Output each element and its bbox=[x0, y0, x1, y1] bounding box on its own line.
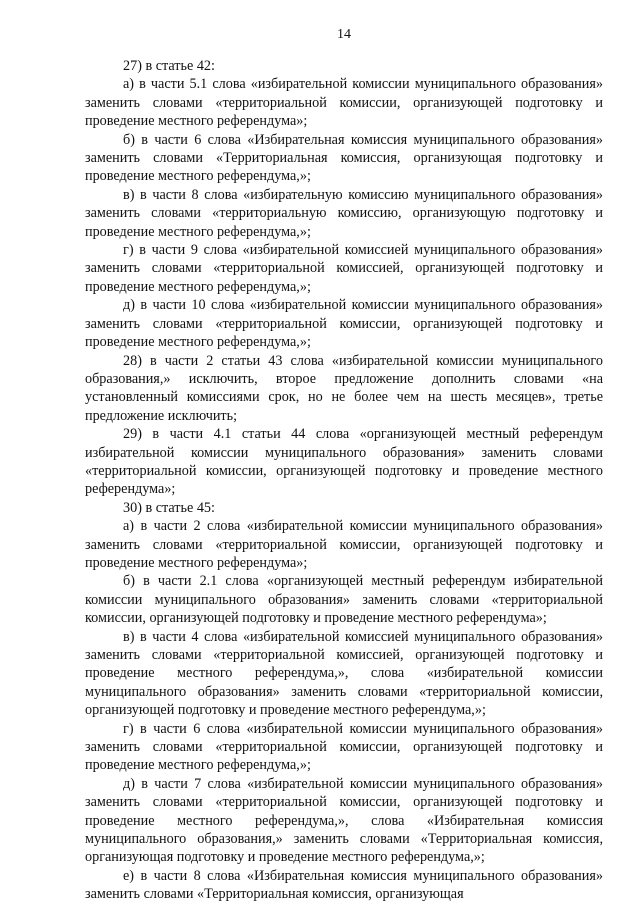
paragraph-27-v: в) в части 8 слова «избирательную комиссию муниципального образования» заменить словами «территориальную комиссию, организующую подготовку и проведение местного референдума,»; bbox=[85, 186, 603, 240]
paragraph-30-e: е) в части 8 слова «Избирательная комиссия муниципального образования» заменить словами «Территориальная комиссия, организующая bbox=[85, 867, 603, 903]
page-number: 14 bbox=[337, 27, 351, 42]
paragraph-30-b: б) в части 2.1 слова «организующей местный референдум избирательной комиссии муниципального образования» заменить словами «территориальной комиссии, организующей подготовку и проведение местного референдума»; bbox=[85, 573, 603, 627]
document-body bbox=[85, 57, 603, 904]
paragraph-30-g: г) в части 6 слова «избирательной комиссии муниципального образования» заменить словами «территориальной комиссии, организующей подготовку и проведение местного референдума,»; bbox=[85, 720, 603, 774]
paragraph-30-v: в) в части 4 слова «избирательной комиссией муниципального образования» заменить словами «территориальной комиссией, организующей подготовку и проведение местного референдума,», слова «избирательной комиссии муниципального образования» заменить словами «территориальной комиссии, организующей подготовку и проведение местного референдума,»; bbox=[85, 628, 603, 719]
paragraph-item-29: 29) в части 4.1 статьи 44 слова «организующей местный референдум избирательной комиссии муниципального образования» заменить словами «территориальной комиссии, организующей подготовку и проведение местного референдума»; bbox=[85, 426, 603, 498]
paragraph-27-a: а) в части 5.1 слова «избирательной комиссии муниципального образования» заменить словами «территориальной комиссии, организующей подготовку и проведение местного референдума»; bbox=[85, 76, 603, 130]
paragraph-item-27: 27) в статье 42: bbox=[123, 58, 215, 74]
paragraph-30-a: а) в части 2 слова «избирательной комиссии муниципального образования» заменить словами «территориальной комиссии, организующей подготовку и проведение местного референдума»; bbox=[85, 518, 603, 571]
paragraph-30-d: д) в части 7 слова «избирательной комиссии муниципального образования» заменить словами «территориальной комиссии, организующей подготовку и проведение местного референдума,», слова «Избирательная комиссия муниципального образования,» заменить словами «Территориальная комиссия, организующая подготовку и проведение местного референдума,»; bbox=[85, 775, 603, 866]
paragraph-item-30: 30) в статье 45: bbox=[123, 499, 215, 516]
paragraph-27-g: г) в части 9 слова «избирательной комиссией муниципального образования» заменить словами «территориальной комиссией, организующей подготовку и проведение местного референдума,»; bbox=[85, 242, 603, 295]
paragraph-27-b: б) в части 6 слова «Избирательная комиссия муниципального образования» заменить словами «Территориальная комиссия, организующая подготовку и проведение местного референдума,»; bbox=[85, 131, 603, 185]
paragraph-item-28: 28) в части 2 статьи 43 слова «избирательной комиссии муниципального образования,» исключить, второе предложение дополнить словами «на установленный комиссиями срок, но не более чем на шесть месяцев», третье предложение исключить; bbox=[85, 352, 603, 424]
paragraph-27-d: д) в части 10 слова «избирательной комиссии муниципального образования» заменить словами «территориальной комиссии, организующей подготовку и проведение местного референдума,»; bbox=[85, 297, 603, 351]
